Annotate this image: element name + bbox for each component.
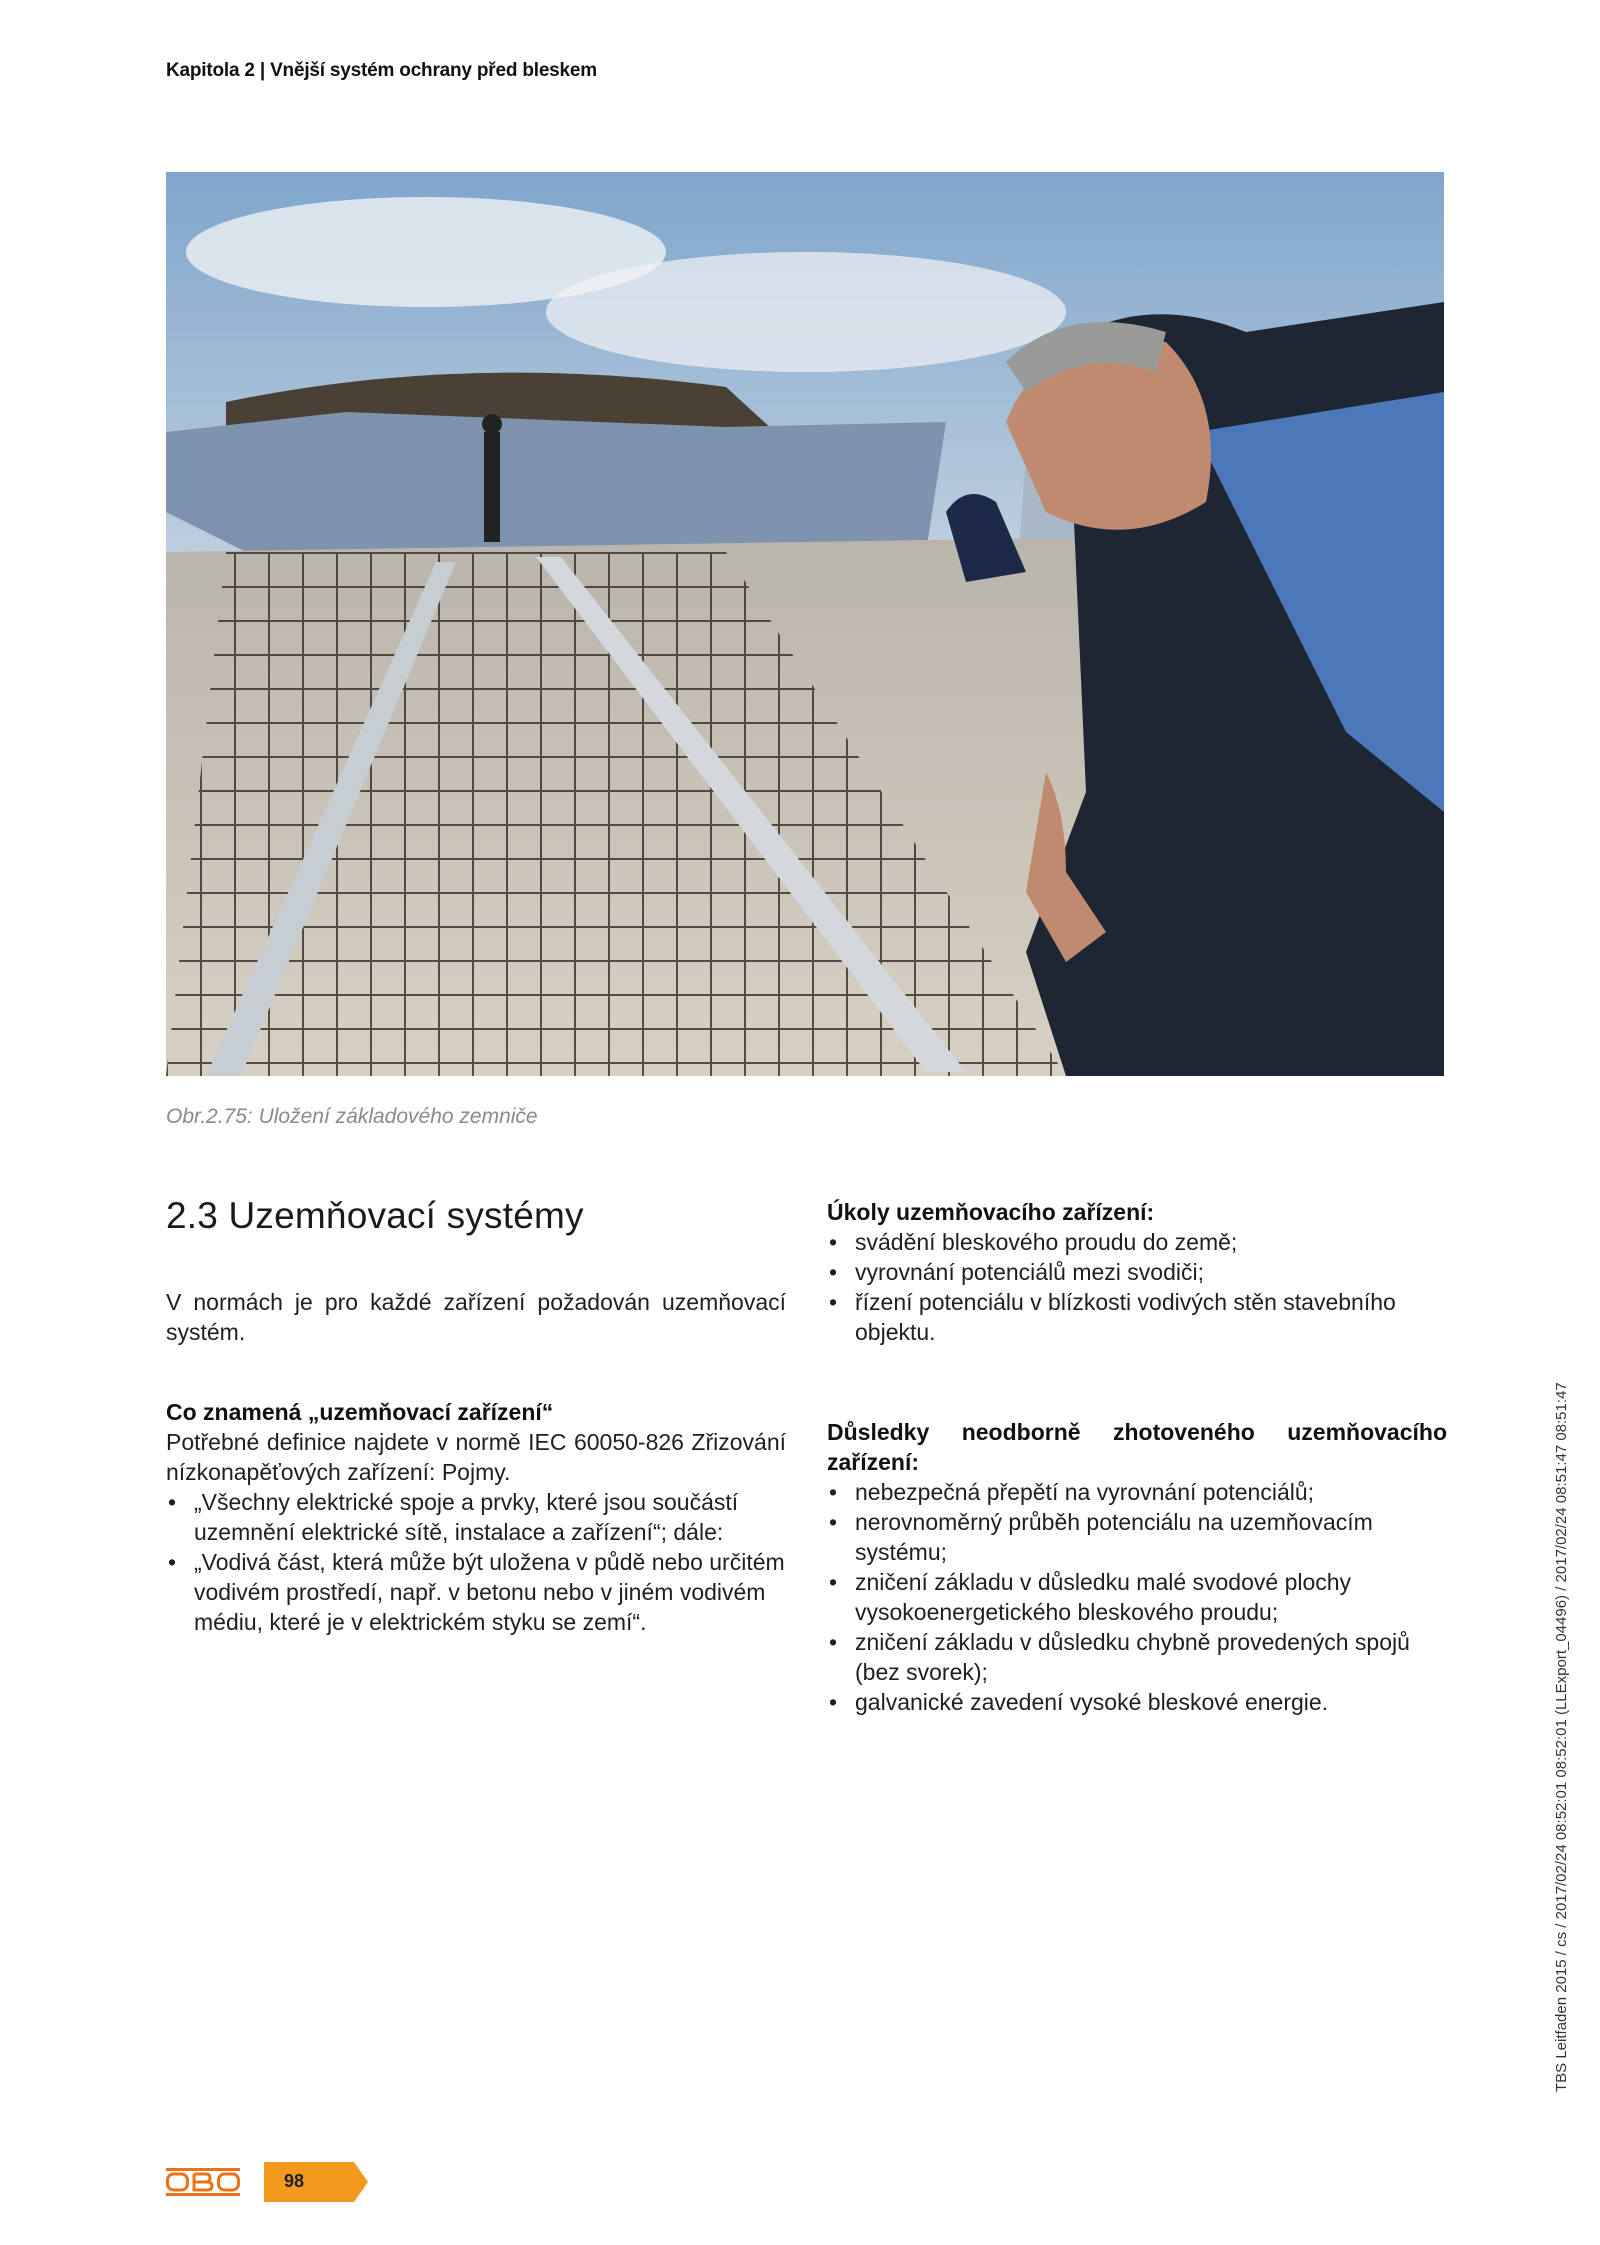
bullet-icon: • xyxy=(829,1629,838,1655)
section-title: 2.3 Uzemňovací systémy xyxy=(166,1195,584,1236)
right-column xyxy=(827,1197,1447,1717)
bullet-icon: • xyxy=(829,1229,838,1255)
bullet-icon: • xyxy=(829,1289,838,1315)
list-item: • zničení základu v důsledku malé svodové plochy vysokoenergetického bleskového proudu; xyxy=(829,1569,1352,1625)
bullet-icon: • xyxy=(829,1569,838,1595)
bullet-icon: • xyxy=(829,1259,838,1285)
list-item: • nebezpečná přepětí na vyrovnání potenciálů; xyxy=(829,1479,1315,1505)
intro-paragraph: V normách je pro každé zařízení požadován uzemňovací systém. xyxy=(166,1289,786,1345)
definition-subheading: Co znamená „uzemňovací zařízení“ xyxy=(166,1399,554,1425)
bullet-icon: • xyxy=(168,1549,177,1575)
definition-paragraph: Potřebné definice najdete v normě IEC 60050-826 Zřizování nízkonapěťových zařízení: Pojmy. xyxy=(166,1429,786,1485)
list-item: • nerovnoměrný průběh potenciálu na uzemňovacím systému; xyxy=(829,1509,1373,1565)
bullet-icon: • xyxy=(829,1479,838,1505)
page-number: 98 xyxy=(284,2171,305,2191)
list-item: • „Vodivá část, která může být uložena v půdě nebo určitém vodivém prostředí, např. v betonu nebo v jiném vodivém médiu, které je v elektrickém styku se zemí“. xyxy=(168,1549,785,1635)
obo-logo xyxy=(166,2168,240,2196)
list-item: • svádění bleskového proudu do země; xyxy=(829,1229,1238,1255)
foundation-earth-electrode-photo xyxy=(166,172,1444,1076)
tasks-list xyxy=(827,1227,1447,1347)
page-footer xyxy=(166,2162,368,2202)
print-metadata: TBS Leitfaden 2015 / cs / 2017/02/24 08:52:01 08:52:01 (LLExport_04496) / 2017/02/24 08:51:47 08:51:47 xyxy=(1553,1382,1570,2092)
page-number-tab xyxy=(264,2162,368,2202)
chapter-header: Kapitola 2 | Vnější systém ochrany před bleskem xyxy=(166,60,597,81)
definition-list xyxy=(166,1487,786,1637)
tasks-heading: Úkoly uzemňovacího zařízení: xyxy=(827,1199,1155,1225)
list-item: • řízení potenciálu v blízkosti vodivých stěn stavebního objektu. xyxy=(829,1289,1396,1345)
list-item: • vyrovnání potenciálů mezi svodiči; xyxy=(829,1259,1204,1285)
consequences-heading: Důsledky neodborně zhotoveného uzemňovacího zařízení: xyxy=(827,1419,1447,1475)
left-column xyxy=(166,1195,786,1637)
list-item: • „Všechny elektrické spoje a prvky, které jsou součástí uzemnění elektrické sítě, instalace a zařízení“; dále: xyxy=(168,1489,739,1545)
figure-caption: Obr.2.75: Uložení základového zemniče xyxy=(166,1105,538,1128)
bullet-icon: • xyxy=(168,1489,177,1515)
list-item: • zničení základu v důsledku chybně provedených spojů (bez svorek); xyxy=(829,1629,1410,1685)
bullet-icon: • xyxy=(829,1689,838,1715)
list-item: • galvanické zavedení vysoké bleskové energie. xyxy=(829,1689,1329,1715)
consequences-list xyxy=(827,1477,1447,1717)
bullet-icon: • xyxy=(829,1509,838,1535)
